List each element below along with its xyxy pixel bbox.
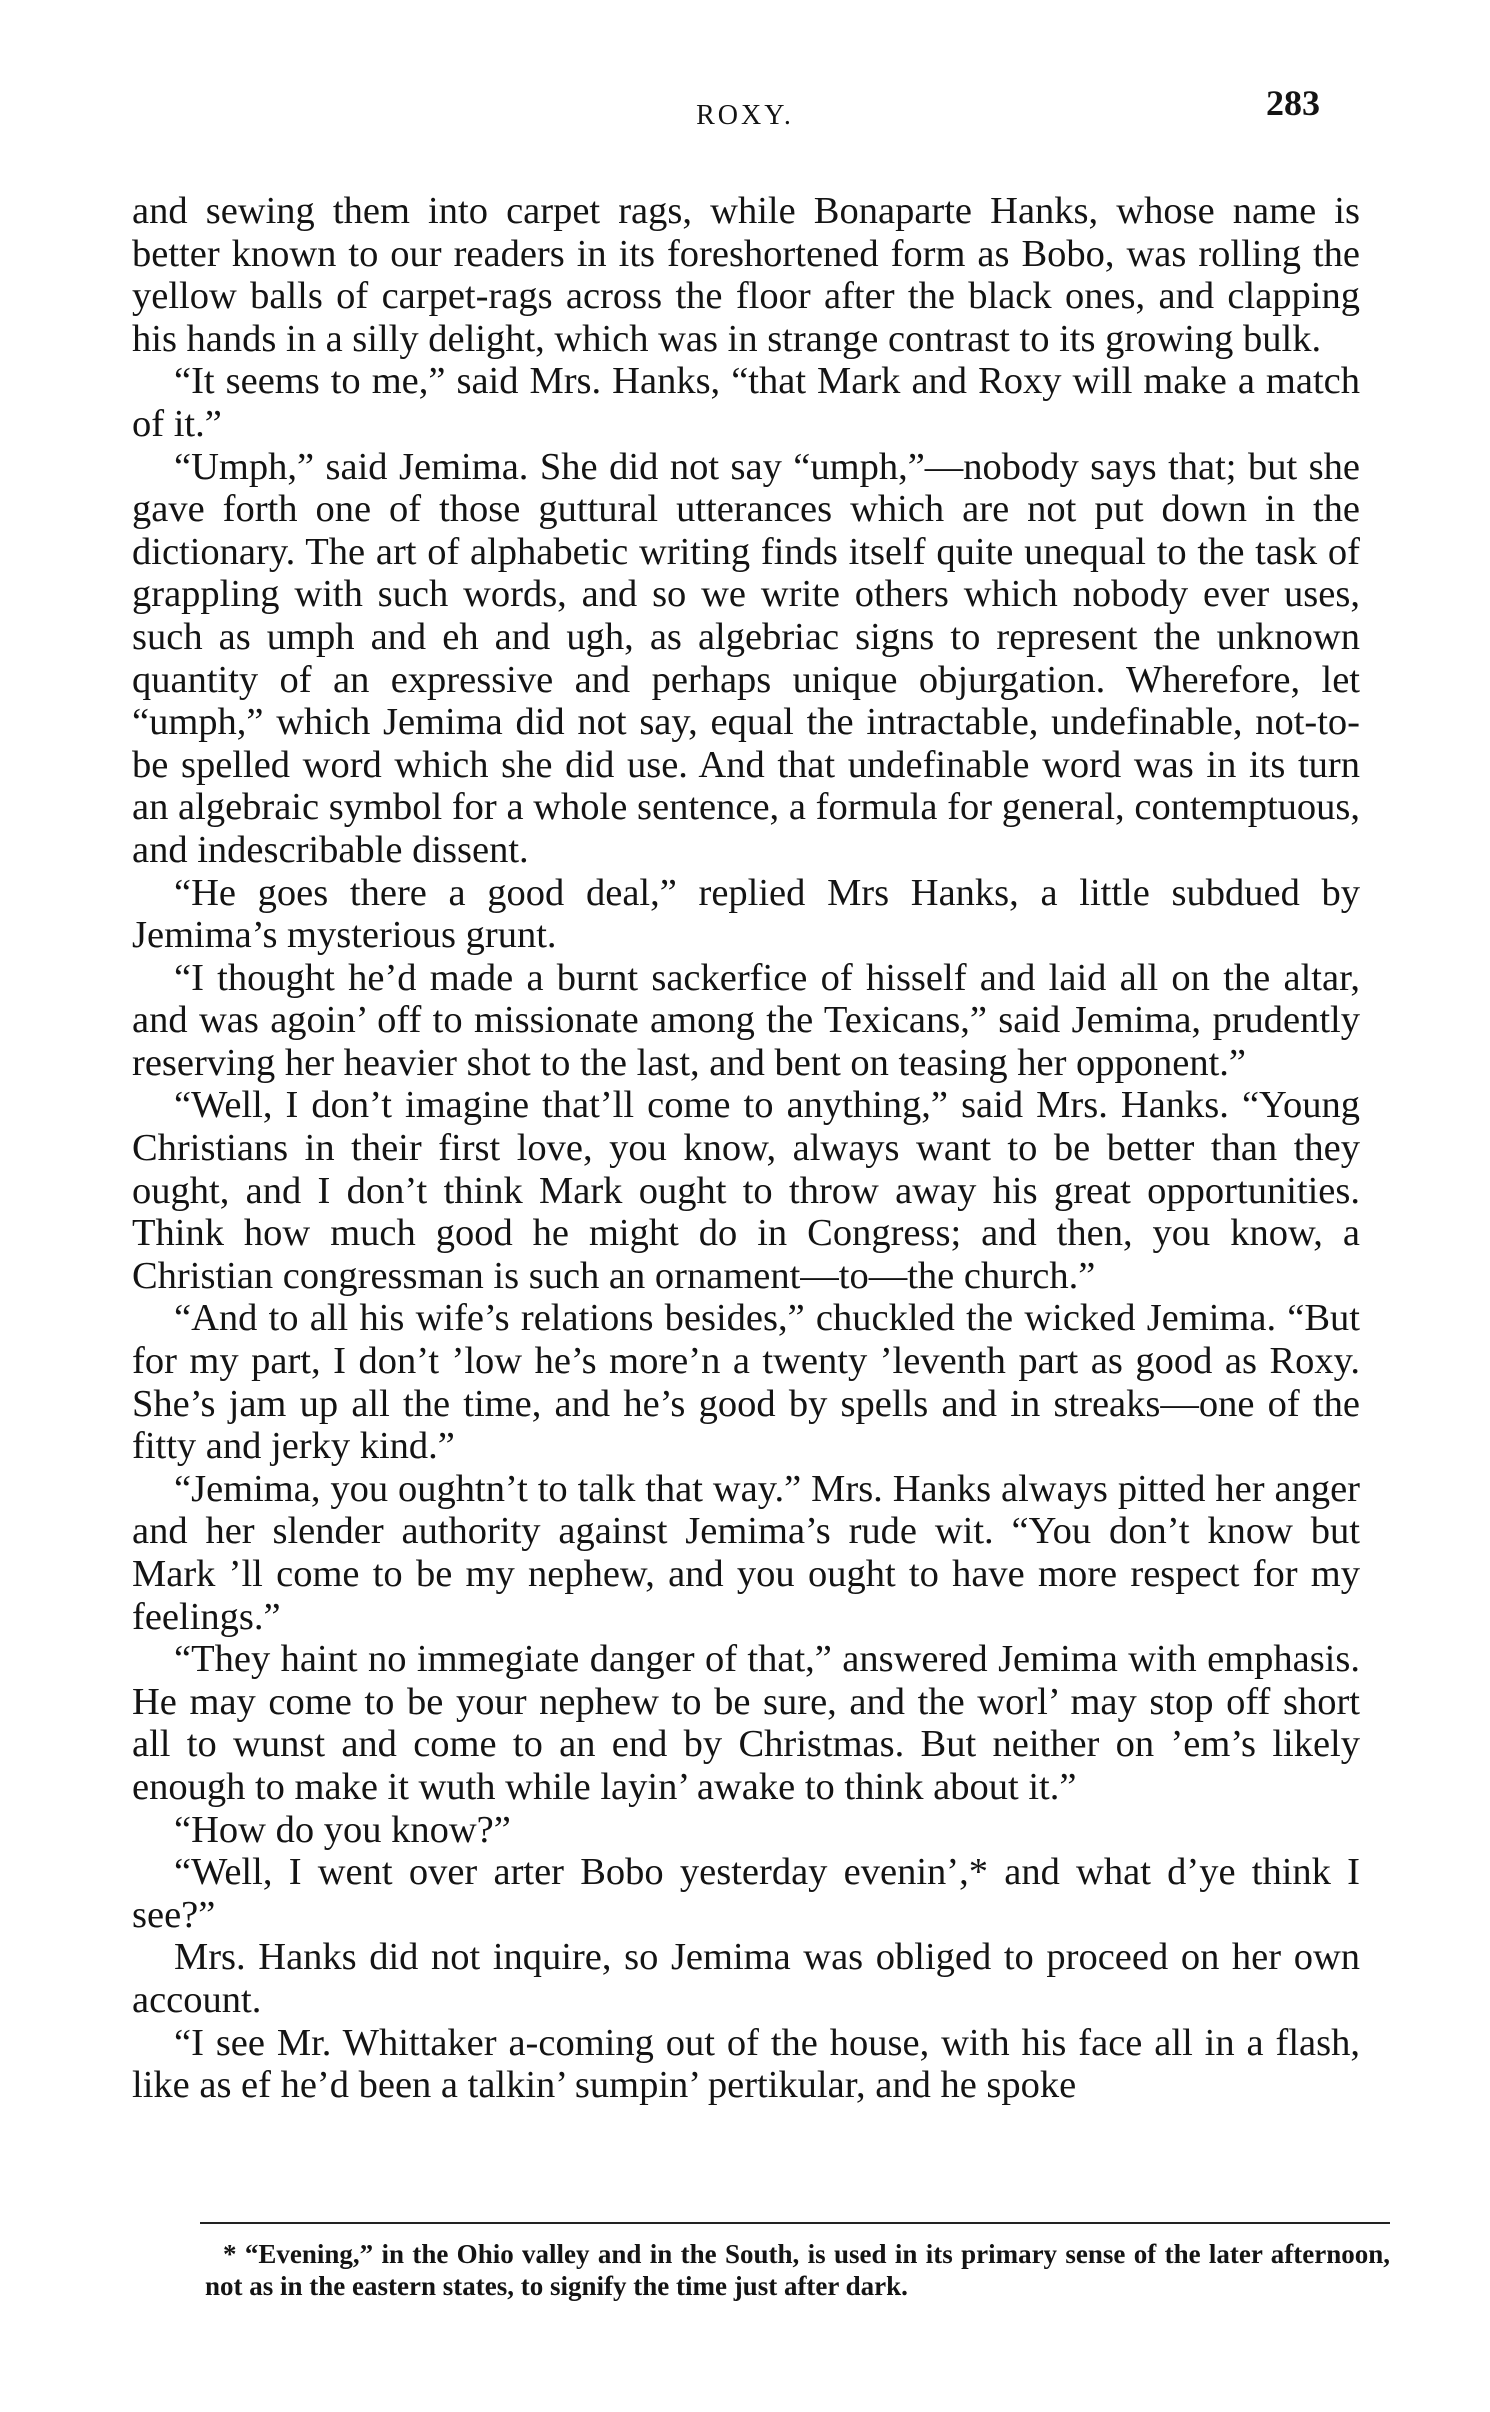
- paragraph: “I see Mr. Whittaker a-coming out of the house, with his face all in a flash, like as ef he’d been a talkin’ sumpin’ pertikular, and he spoke: [132, 2021, 1360, 2107]
- paragraph: “Jemima, you oughtn’t to talk that way.” Mrs. Hanks always pitted her anger and her slender authority against Jemima’s rude wit. “You don’t know but Mark ’ll come to be my nephew, and you ought to have more respect for my feelings.”: [132, 1467, 1360, 1638]
- paragraph: “It seems to me,” said Mrs. Hanks, “that Mark and Roxy will make a match of it.”: [132, 360, 1360, 445]
- paragraph: “Well, I went over arter Bobo yesterday evenin’,* and what d’ye think I see?”: [132, 1851, 1360, 1936]
- page-body: [132, 190, 1360, 2107]
- footnote: * “Evening,” in the Ohio valley and in the South, is used in its primary sense of the later afternoon, not as in the eastern states, to signify the time just after dark.: [205, 2239, 1390, 2301]
- paragraph: “And to all his wife’s relations besides,” chuckled the wicked Jemima. “But for my part, I don’t ’low he’s more’n a twenty ’leventh part as good as Roxy. She’s jam up all the time, and he’s good by spells and in streaks—one of the fitty and jerky kind.”: [132, 1297, 1360, 1468]
- paragraph: “He goes there a good deal,” replied Mrs Hanks, a little subdued by Jemima’s mysterious grunt.: [132, 871, 1360, 957]
- page-number: 283: [1266, 83, 1320, 123]
- running-title: ROXY.: [696, 100, 794, 131]
- paragraph: “Umph,” said Jemima. She did not say “umph,”—nobody says that; but she gave forth one of those guttural utterances which are not put down in the dictionary. The art of alphabetic writing finds itself quite unequal to the task of grappling with such words, and so we write others which nobody ever uses, such as umph and eh and ugh, as algebriac signs to represent the unknown quantity of an expressive and perhaps unique objurgation. Wherefore, let “umph,” which Jemima did not say, equal the intractable, undefinable, not-to-be spelled word which she did use. And that undefinable word was in its turn an algebraic symbol for a whole sentence, a formula for general, contemptuous, and indescribable dissent.: [132, 445, 1360, 871]
- paragraph: “How do you know?”: [174, 1808, 511, 1851]
- paragraph: Mrs. Hanks did not inquire, so Jemima was obliged to proceed on her own account.: [132, 1936, 1360, 2021]
- footnote-rule: [200, 2222, 1390, 2224]
- paragraph: and sewing them into carpet rags, while Bonaparte Hanks, whose name is better known to our readers in its foreshortened form as Bobo, was rolling the yellow balls of carpet-rags across the floor after the black ones, and clapping his hands in a silly delight, which was in strange contrast to its growing bulk.: [132, 190, 1360, 360]
- paragraph: “I thought he’d made a burnt sackerfice of hisself and laid all on the altar, and was agoin’ off to missionate among the Texicans,” said Jemima, prudently reserving her heavier shot to the last, and bent on teasing her opponent.”: [132, 956, 1360, 1084]
- paragraph: “Well, I don’t imagine that’ll come to anything,” said Mrs. Hanks. “Young Christians in their first love, you know, always want to be better than they ought, and I don’t think Mark ought to throw away his great opportunities. Think how much good he might do in Congress; and then, you know, a Christian congressman is such an ornament—to—the church.”: [132, 1084, 1360, 1297]
- paragraph: “They haint no immegiate danger of that,” answered Jemima with emphasis. He may come to be your nephew to be sure, and the worl’ may stop off short all to wunst and come to an end by Christmas. But neither on ’em’s likely enough to make it wuth while layin’ awake to think about it.”: [132, 1638, 1360, 1808]
